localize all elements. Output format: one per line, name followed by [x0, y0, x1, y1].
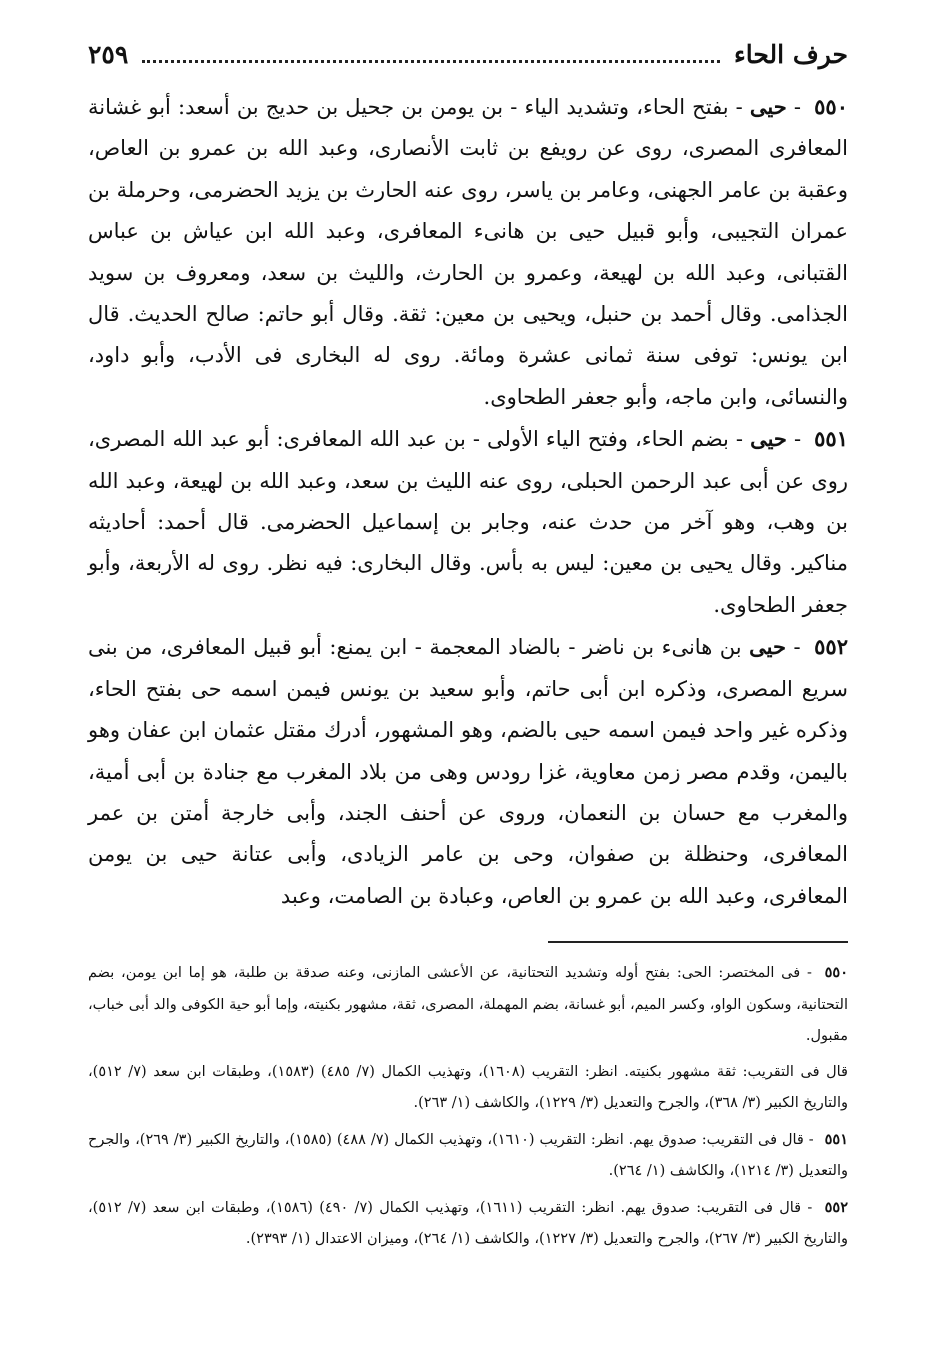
footnotes: [88, 957, 848, 1256]
footnote-text: - فى المختصر: الحى: بفتح أوله وتشديد التحتانية، عن الأعشى المازنى، وعنه صدقة بن طلبة، هو إما ابن يومن، بضم التحتانية، وسكون الواو، وكسر الميم، أبو غسانة، بضم المهملة، المصرى، ثقة، مشهور بكنيته، وإما أبو حية الكوفى والد أبى خباب، مقبول.: [88, 965, 848, 1045]
footnote-550: [88, 957, 848, 1053]
leader-dots: [142, 59, 720, 63]
entry-number: ٥٥١: [814, 426, 848, 452]
footnote-separator: [548, 941, 848, 943]
footnote-number: ٥٥٠: [824, 964, 849, 982]
footnote-number: ٥٥١: [824, 1130, 848, 1148]
entry-552: [88, 626, 848, 917]
footnote-number: ٥٥٢: [824, 1198, 848, 1216]
footnote-text: قال فى التقريب: ثقة مشهور بكنيته. انظر: التقريب (١٦٠٨)، وتهذيب الكمال (٧/ ٤٨٥) (١٥٨٣)، وطبقات ابن سعد (٧/ ٥١٢)، والتاريخ الكبير (٣/ ٣٦٨)، والجرح والتعديل (٣/ ١٢٢٩)، والكاشف (١/ ٢٦٣).: [88, 1063, 848, 1112]
entry-dash: -: [786, 427, 802, 452]
footnote-550-sources: [88, 1057, 848, 1120]
book-page: [88, 40, 848, 1260]
entry-heading: حيى: [749, 94, 787, 119]
entry-body: - بفتح الحاء، وتشديد الياء - بن يومن بن جحيل بن حديج بن أسعد: أبو غشانة المعافرى المصرى، روى عن رويفع بن ثابت الأنصارى، وعبد الله بن عمرو بن العاص، وعقبة بن عامر الجهنى، وعامر بن ياسر، روى عنه الحارث بن يزيد الحضرمى، وحرملة بن عمران التجيبى، وأبو قبيل حيى بن هانىء المعافرى، وعبد الله ابن عياش بن عباس القتبانى، وعبد الله بن لهيعة، وعمرو بن الحارث، والليث بن سعد، ومعروف بن سويد الجذامى. وقال أحمد بن حنبل، ويحيى بن معين: ثقة. وقال أبو حاتم: صالح الحديث. قال ابن يونس: توفى سنة ثمانى عشرة ومائة. روى له البخارى فى الأدب، وأبو داود، والنسائى، وابن ماجه، وأبو جعفر الطحاوى.: [88, 95, 848, 409]
footnote-552: [88, 1192, 848, 1256]
entry-dash: -: [785, 635, 801, 660]
footnote-text: - قال فى التقريب: صدوق يهم. انظر: التقريب (١٦١١)، وتهذيب الكمال (٧/ ٤٩٠) (١٥٨٦)، وطبقات ابن سعد (٧/ ٥١٢)، والتاريخ الكبير (٣/ ٢٦٧)، والجرح والتعديل (٣/ ١٢٢٧)، والكاشف (١/ ٢٦٤)، وميزان الاعتدال (١/ ٢٣٩٣).: [88, 1199, 848, 1248]
page-number: ٢٥٩: [88, 40, 129, 69]
entry-heading: حيى: [750, 426, 787, 452]
entry-551: [88, 418, 848, 626]
running-head: [88, 40, 848, 80]
entry-550: [88, 86, 848, 418]
entry-number: ٥٥٢: [814, 634, 848, 660]
chapter-title: حرف الحاء: [734, 40, 848, 69]
entry-body: بن هانىء بن ناضر - بالضاد المعجمة - ابن يمنع: أبو قبيل المعافرى، من بنى سريع المصرى، وذكره ابن أبى حاتم، وأبو سعيد بن يونس فيمن اسمه حى بفتح الحاء، وذكره غير واحد فيمن اسمه حيى بالضم، وهو المشهور، أدرك مقتل عثمان ابن عفان وهو باليمن، وقدم مصر زمن معاوية، غزا رودس وهى من بلاد المغرب مع جنادة بن أبى أمية، والمغرب مع حسان بن النعمان، وروى عن أحنف الجند، وأبى خارجة أمتن بن عمر المعافرى، وحنظلة بن صفوان، وحى بن عامر الزيادى، وأبى عتانة حيى بن يومن المعافرى، وعبد الله بن عمرو بن العاص، وعبادة بن الصامت، وعبد: [88, 635, 848, 908]
entry-body: - بضم الحاء، وفتح الياء الأولى - بن عبد الله المعافرى: أبو عبد الله المصرى، روى عن أبى عبد الرحمن الحبلى، روى عنه الليث بن سعد، وعبد الله بن لهيعة، وعبد الله بن وهب، وهو آخر من حدث عنه، وجابر بن إسماعيل الحضرمى. قال أحمد: أحاديثه مناكير. وقال يحيى بن معين: ليس به بأس. وقال البخارى: فيه نظر. روى له الأربعة، وأبو جعفر الطحاوى.: [88, 427, 848, 617]
entry-heading: حيى: [749, 634, 786, 660]
footnote-551: [88, 1124, 848, 1188]
entry-dash: -: [786, 95, 801, 119]
footnote-text: - قال فى التقريب: صدوق يهم. انظر: التقريب (١٦١٠)، وتهذيب الكمال (٧/ ٤٨٨) (١٥٨٥)، والتاريخ الكبير (٣/ ٢٦٩)، والجرح والتعديل (٣/ ١٢١٤)، والكاشف (١/ ٢٦٤).: [88, 1131, 848, 1180]
main-text: [88, 86, 848, 917]
entry-number: ٥٥٠: [814, 94, 848, 119]
